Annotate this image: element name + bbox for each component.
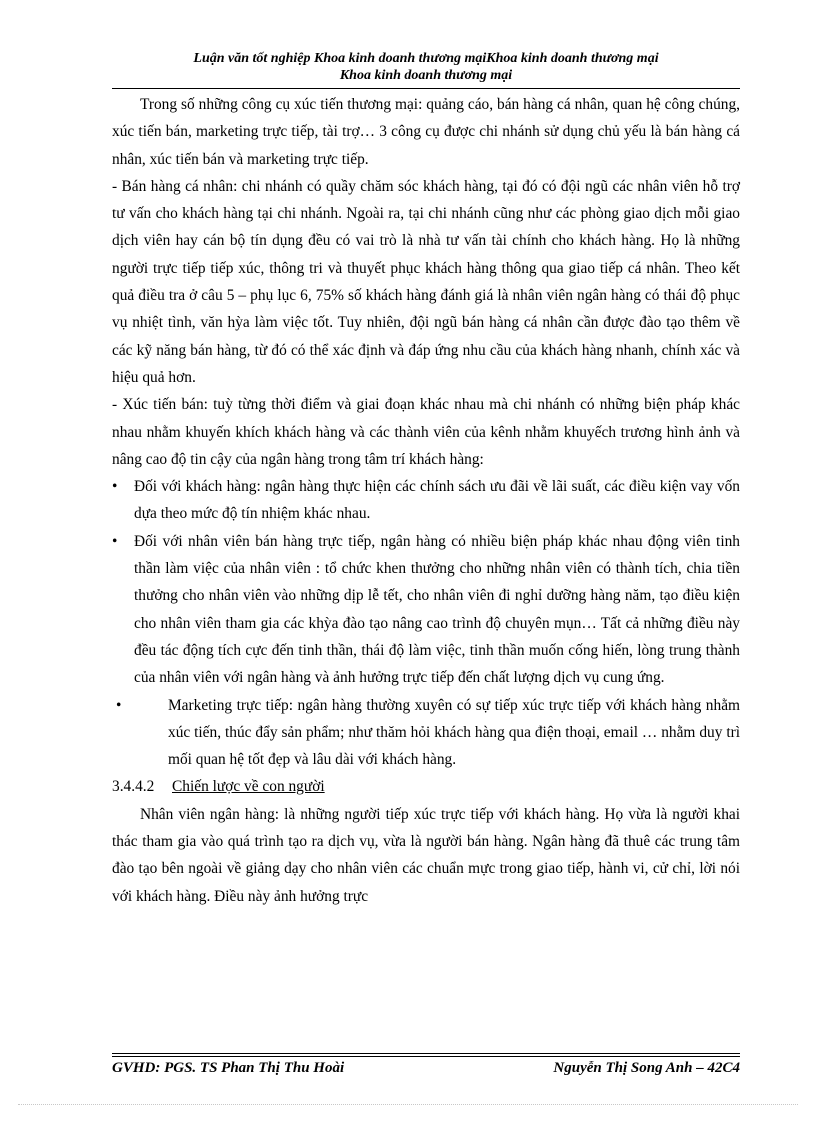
paragraph-bank-staff: Nhân viên ngân hàng: là những người tiếp xúc trực tiếp với khách hàng. Họ vừa là người khai thác tham gia vào quá trình tạo ra dịch vụ, vừa là người bán hàng. Ngân hàng đã thuê các trung tâm đào tạo bên ngoài về giảng dạy cho nhân viên các chuẩn mực trong giao tiếp, hành vi, cử chỉ, lời nói với khách hàng. Điều này ảnh hưởng trực (112, 805, 740, 905)
list-item (112, 528, 740, 692)
paragraph-sales-promotion: - Xúc tiến bán: tuỳ từng thời điểm và giai đoạn khác nhau mà chi nhánh có những biện pháp khác nhau nhằm khuyến khích khách hàng và các thành viên của kênh nhằm khuyếch trương hình ảnh và nâng cao độ tin cậy của ngân hàng trong tâm trí khách hàng: (112, 396, 740, 468)
page-footer (112, 1059, 740, 1077)
header-line-1: Luận văn tốt nghiệp Khoa kinh doanh thương mạiKhoa kinh doanh thương mại (193, 51, 659, 66)
header-rule (112, 88, 740, 89)
bullet-icon: • (112, 532, 118, 550)
footer-supervisor: GVHD: PGS. TS Phan Thị Thu Hoài (112, 1060, 345, 1076)
footer-rule (112, 1053, 740, 1054)
bullet-text-direct-marketing: Marketing trực tiếp: ngân hàng thường xuyên có sự tiếp xúc trực tiếp với khách hàng nhằm xúc tiến, thúc đẩy sản phẩm; như thăm hỏi khách hàng qua điện thoại, email … nhằm duy trì mối quan hệ tốt đẹp và lâu dài với khách hàng. (168, 696, 740, 769)
paragraph-personal-selling: - Bán hàng cá nhân: chi nhánh có quầy chăm sóc khách hàng, tại đó có đội ngũ các nhân viên hỗ trợ tư vấn cho khách hàng tại chi nhánh. Ngoài ra, tại chi nhánh cũng như các phòng giao dịch mỗi giao dịch viên hay cán bộ tín dụng đều có vai trò là nhà tư vấn tài chính cho khách hàng. Họ là những người trực tiếp tiếp xúc, thông tri và thuyết phục khách hàng thông qua giao tiếp cá nhân. Theo kết quả điều tra ở câu 5 – phụ lục 6, 75% số khách hàng đánh giá là nhân viên ngân hàng có thái độ phục vụ nhiệt tình, văn hỳa làm việc tốt. Tuy nhiên, đội ngũ bán hàng cá nhân cần được đào tạo thêm về các kỹ năng bán hàng, từ đó có thể xác định và đáp ứng nhu cầu của khách hàng nhanh, chính xác và hiệu quả hơn. (112, 177, 740, 386)
bullet-icon: • (112, 478, 118, 496)
document-body (112, 91, 740, 910)
footer-rule (112, 1056, 740, 1057)
paragraph-promotion-tools: Trong số những công cụ xúc tiến thương mại: quảng cáo, bán hàng cá nhân, quan hệ công chúng, xúc tiến bán, marketing trực tiếp, tài trợ… 3 công cụ được chi nhánh sử dụng chủ yếu là bán hàng cá nhân, xúc tiến bán và marketing trực tiếp. (112, 96, 740, 168)
footer-author: Nguyễn Thị Song Anh – 42C4 (553, 1060, 740, 1076)
section-title: Chiến lược về con người (172, 778, 325, 796)
section-heading (112, 773, 740, 800)
page-header (112, 50, 740, 84)
header-line-2: Khoa kinh doanh thương mại (339, 68, 513, 83)
page-boundary (18, 1104, 798, 1105)
section-number: 3.4.4.2 (112, 778, 155, 796)
bullet-icon: • (116, 696, 122, 714)
list-item (112, 692, 740, 774)
list-item (112, 473, 740, 528)
bullet-text-customers: Đối với khách hàng: ngân hàng thực hiện các chính sách ưu đãi về lãi suất, các điều kiện vay vốn dựa theo mức độ tín nhiệm khác nhau. (134, 478, 740, 523)
bullet-text-staff: Đối với nhân viên bán hàng trực tiếp, ngân hàng có nhiều biện pháp khác nhau động viên tinh thần làm việc của nhân viên : tổ chức khen thưởng cho những nhân viên có thành tích, chia tiền thưởng cho nhân viên vào những dịp lễ tết, cho nhân viên đi nghỉ dưỡng hàng năm, tạo điều kiện cho nhân viên tham gia các khỳa đào tạo nâng cao trình độ chuyên mụn… Tất cả những điều này đều tác động tích cực đến tinh thần, thái độ làm việc, tinh thần muốn cống hiến, lòng trung thành của nhân viên với ngân hàng và ảnh hưởng trực tiếp đến chất lượng dịch vụ cung ứng. (134, 532, 740, 687)
